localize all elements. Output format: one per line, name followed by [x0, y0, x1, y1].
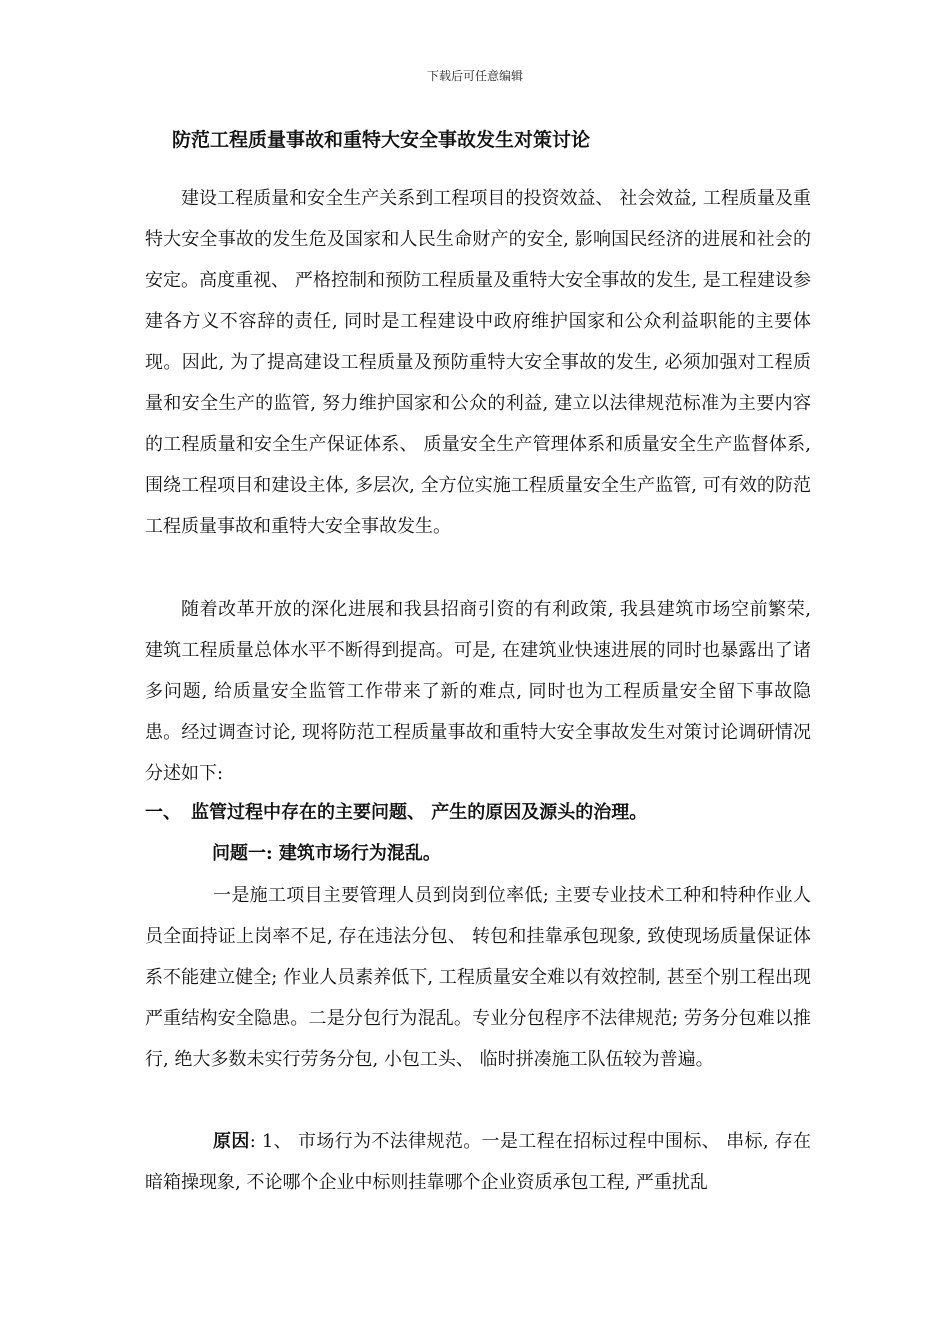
paragraph-problem-one: 一是施工项目主要管理人员到岗到位率低; 主要专业技术工种和特种作业人员全面持证上岗率不足, 存在违法分包、 转包和挂靠承包现象, 致使现场质量保证体系不能建立健全; 作业人员素养低下, 工程质量安全难以有效控制, 甚至个别工程出现严重结构安全隐患。二是分包行为混乱。专业分包程序不法律规范; 劳务分包难以推行, 绝大多数未实行劳务分包, 小包工头、 临时拼凑施工队伍较为普遍。 [145, 885, 811, 1070]
cause-text: : 1、 市场行为不法律规范。一是工程在招标过程中围标、 串标, 存在暗箱操现象, 不论哪个企业中标则挂靠哪个企业资质承包工程, 严重扰乱 [145, 1131, 812, 1193]
section-heading [145, 792, 647, 833]
problem-one-heading: 问题一: 建筑市场行为混乱。 [212, 843, 441, 864]
paragraph-cause [145, 1121, 811, 1203]
section-number: 一、 [145, 802, 181, 823]
header-note: 下载后可任意编辑 [426, 69, 523, 83]
paragraph-background: 随着改革开放的深化进展和我县招商引资的有利政策, 我县建筑市场空前繁荣, 建筑工程质量总体水平不断得到提高。可是, 在建筑业快速进展的同时也暴露出了诸多问题, 给质量安全监管工作带来了新的难点, 同时也为工程质量安全留下事故隐患。经过调查讨论, 现将防范工程质量事故和重特大安全事故发生对策讨论调研情况分述如下: [145, 599, 811, 784]
section-heading-text: 监管过程中存在的主要问题、 产生的原因及源头的治理。 [191, 802, 648, 823]
cause-label: 原因 [213, 1131, 250, 1152]
paragraph-intro: 建设工程质量和安全生产关系到工程项目的投资效益、 社会效益, 工程质量及重特大安全事故的发生危及国家和人民生命财产的安全, 影响国民经济的进展和社会的安定。高度重视、 严格控制和预防工程质量及重特大安全事故的发生, 是工程建设参建各方义不容辞的责任, 同时是工程建设中政府维护国家和公众利益职能的主要体现。因此, 为了提高建设工程质量及预防重特大安全事故的发生, 必须加强对工程质量和安全生产的监管, 努力维护国家和公众的利益, 建立以法律规范标准为主要内容的工程质量和安全生产保证体系、 质量安全生产管理体系和质量安全生产监督体系, 围绕工程项目和建设主体, 多层次, 全方位实施工程质量安全生产监管, 可有效的防范工程质量事故和重特大安全事故发生。 [145, 188, 811, 537]
document-title: 防范工程质量事故和重特大安全事故发生对策讨论 [172, 129, 591, 151]
